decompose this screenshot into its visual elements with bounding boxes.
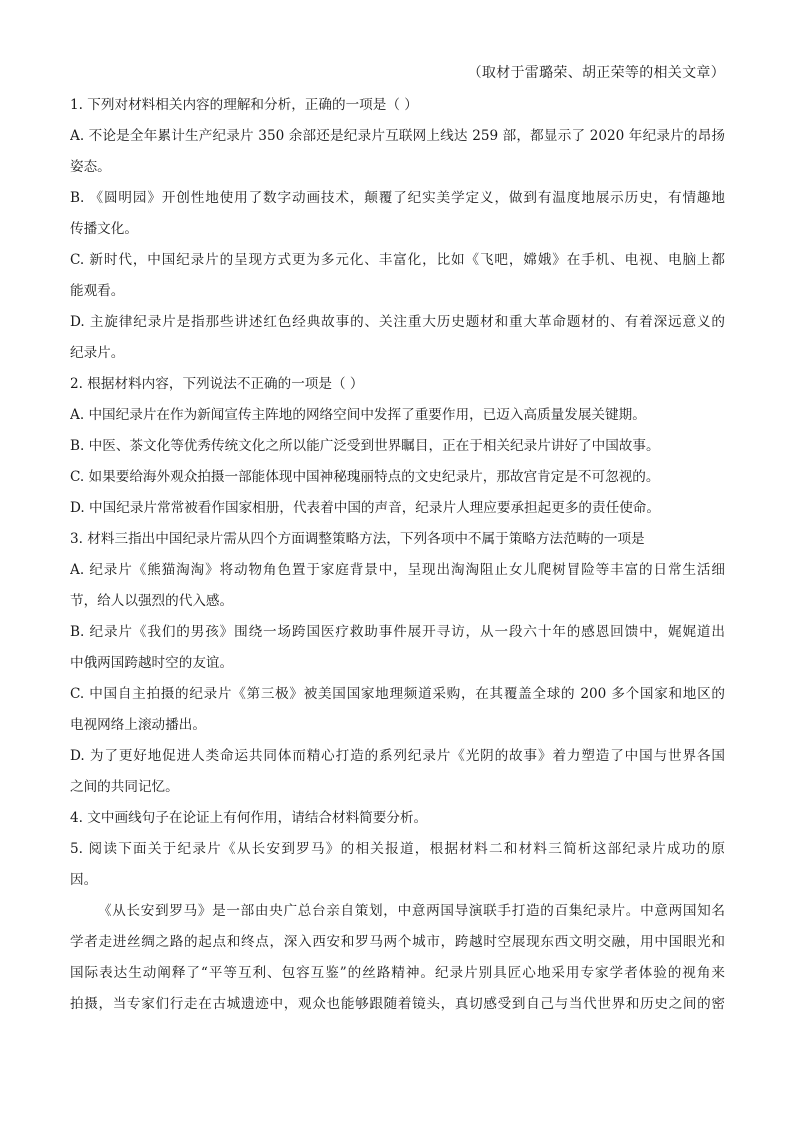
question-1-option-a-line-2: 姿态。 xyxy=(70,159,111,175)
passage-line-2: 学者走进丝绸之路的起点和终点，深入西安和罗马两个城市，跨越时空展现东西文明交融，用中国眼光和 xyxy=(70,934,725,950)
source-note: （取材于雷璐荣、胡正荣等的相关文章） xyxy=(467,65,725,81)
question-1-option-a-line-1: A. 不论是全年累计生产纪录片 350 余部还是纪录片互联网上线达 259 部，都显示了 2020 年纪录片的昂扬 xyxy=(70,128,725,144)
question-3-option-c-line-2: 电视网络上滚动播出。 xyxy=(70,717,206,733)
question-1-stem: 1. 下列对材料相关内容的理解和分析，正确的一项是（ ） xyxy=(70,97,418,113)
question-1-option-b-line-1: B. 《圆明园》开创性地使用了数字动画技术，颠覆了纪实美学定义，做到有温度地展示历史，有情趣地 xyxy=(70,190,725,206)
question-3-stem: 3. 材料三指出中国纪录片需从四个方面调整策略方法，下列各项中不属于策略方法范畴的一项是 xyxy=(70,531,645,547)
passage-line-1: 《从长安到罗马》是一部由央广总台亲自策划，中意两国导演联手打造的百集纪录片。中意两国知名 xyxy=(98,903,725,919)
question-2-option-b: B. 中医、茶文化等优秀传统文化之所以能广泛受到世界瞩目，正在于相关纪录片讲好了中国故事。 xyxy=(70,438,660,454)
question-3-option-b-line-1: B. 纪录片《我们的男孩》围绕一场跨国医疗救助事件展开寻访，从一段六十年的感恩回馈中，娓娓道出 xyxy=(70,624,725,640)
question-3-option-d-line-2: 之间的共同记忆。 xyxy=(70,779,179,795)
question-1-option-d-line-2: 纪录片。 xyxy=(70,345,125,361)
question-3-option-b-line-2: 中俄两国跨越时空的友谊。 xyxy=(70,655,234,671)
question-1-option-d-line-1: D. 主旋律纪录片是指那些讲述红色经典故事的、关注重大历史题材和重大革命题材的、有着深远意义的 xyxy=(70,314,725,330)
question-1-option-b-line-2: 传播文化。 xyxy=(70,221,138,237)
passage-line-4: 拍摄，当专家们行走在古城遗迹中，观众也能够跟随着镜头，真切感受到自己与当代世界和历史之间的密 xyxy=(70,996,725,1012)
question-3-option-d-line-1: D. 为了更好地促进人类命运共同体而精心打造的系列纪录片《光阴的故事》着力塑造了中国与世界各国 xyxy=(70,748,725,764)
question-2-stem: 2. 根据材料内容，下列说法不正确的一项是（ ） xyxy=(70,376,364,392)
question-5-stem-line-1: 5. 阅读下面关于纪录片《从长安到罗马》的相关报道，根据材料二和材料三简析这部纪录片成功的原 xyxy=(70,841,725,857)
document-page xyxy=(70,62,725,1020)
question-3-option-a-line-1: A. 纪录片《熊猫淘淘》将动物角色置于家庭背景中，呈现出淘淘阻止女儿爬树冒险等丰富的日常生活细 xyxy=(70,562,725,578)
question-3-option-a-line-2: 节，给人以强烈的代入感。 xyxy=(70,593,234,609)
question-2-option-a: A. 中国纪录片在作为新闻宣传主阵地的网络空间中发挥了重要作用，已迈入高质量发展关键期。 xyxy=(70,407,646,423)
question-4-stem: 4. 文中画线句子在论证上有何作用，请结合材料简要分析。 xyxy=(70,810,428,826)
question-2-option-d: D. 中国纪录片常常被看作国家相册，代表着中国的声音，纪录片人理应要承担起更多的责任使命。 xyxy=(70,500,660,516)
question-1-option-c-line-1: C. 新时代，中国纪录片的呈现方式更为多元化、丰富化，比如《飞吧，嫦娥》在手机、电视、电脑上都 xyxy=(70,252,725,268)
question-3-option-c-line-1: C. 中国自主拍摄的纪录片《第三极》被美国国家地理频道采购，在其覆盖全球的 200 多个国家和地区的 xyxy=(70,686,725,702)
question-1-option-c-line-2: 能观看。 xyxy=(70,283,125,299)
passage-line-3: 国际表达生动阐释了“平等互利、包容互鉴”的丝路精神。纪录片别具匠心地采用专家学者体验的视角来 xyxy=(70,965,725,981)
question-2-option-c: C. 如果要给海外观众拍摄一部能体现中国神秘瑰丽特点的文史纪录片，那故宫肯定是不可忽视的。 xyxy=(70,469,660,485)
question-5-stem-line-2: 因。 xyxy=(70,872,98,888)
